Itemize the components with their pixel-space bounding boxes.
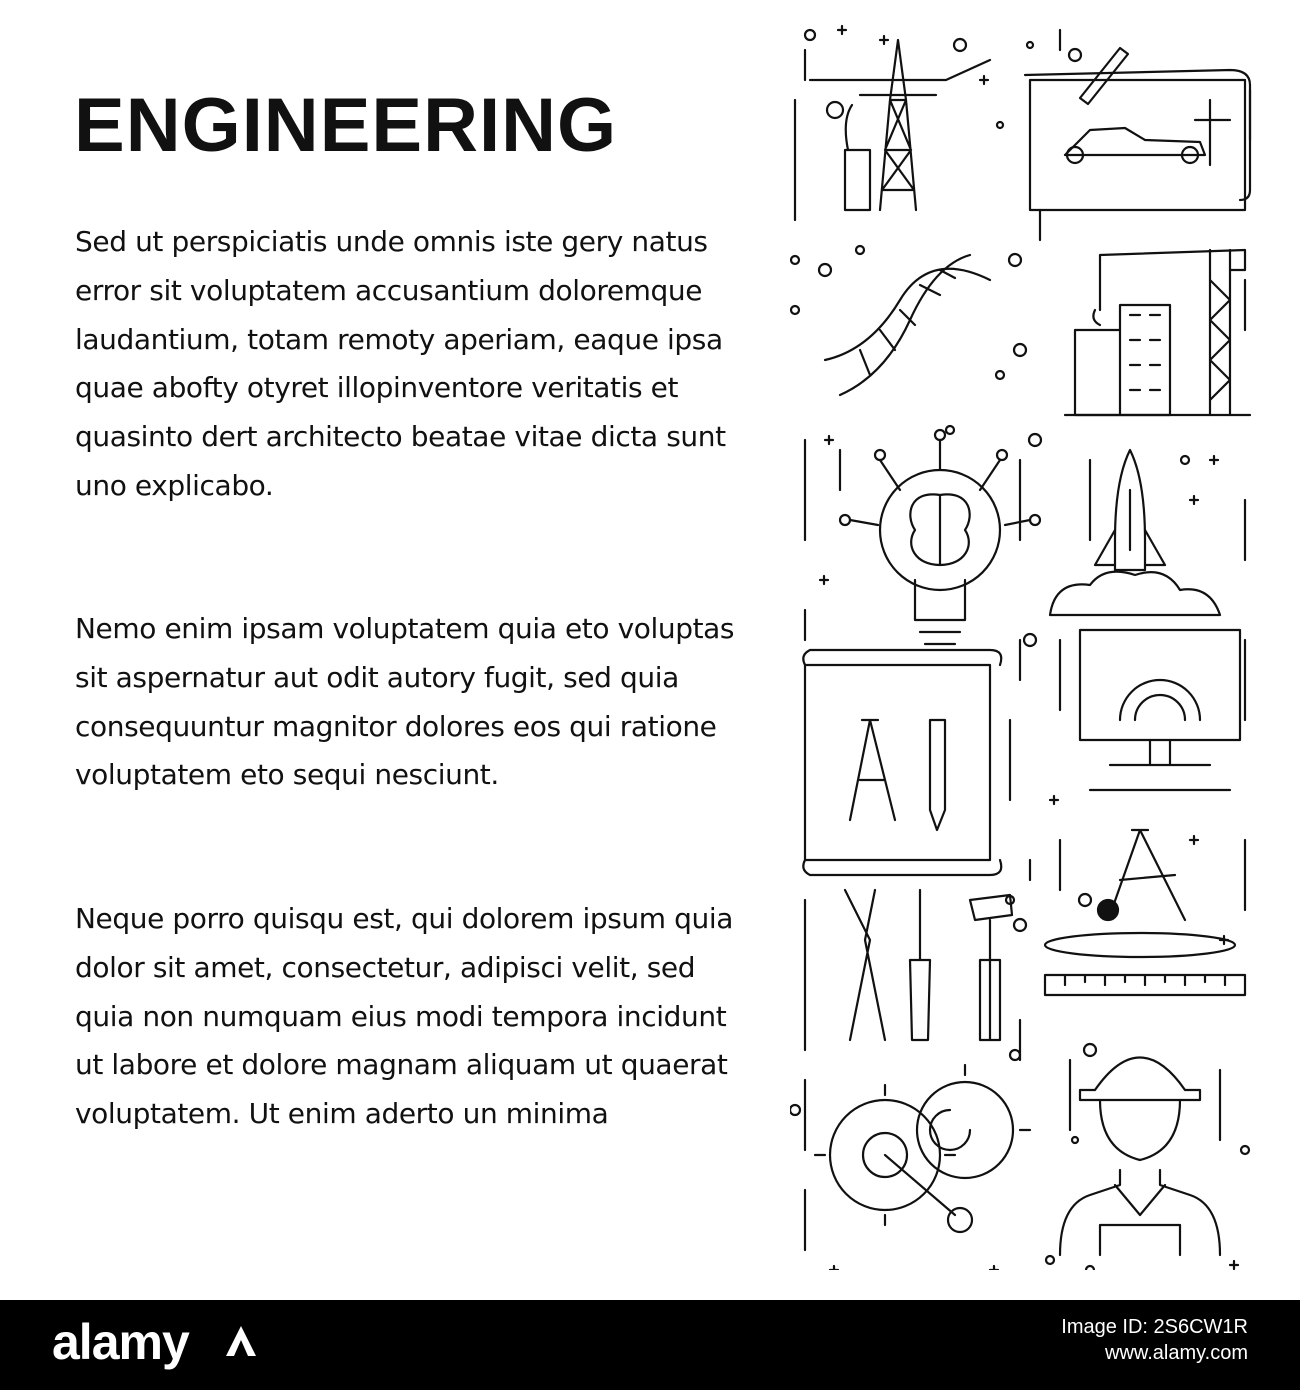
body-paragraph-3: Neque porro quisqu est, qui dolorem ipsum quia dolor sit amet, consectetur, adipisci velit, sed quia non numquam eius modi tempora incidunt ut labore et dolore magnam aliquam ut quaerat voluptatem. Ut enim aderto un minima	[75, 902, 734, 1131]
brand-logo: alamy	[52, 1314, 189, 1370]
power-tower-icon	[810, 40, 990, 210]
engineering-illustration	[790, 20, 1260, 1270]
drafting-tools-icon	[803, 650, 1001, 875]
site-url: www.alamy.com	[1105, 1342, 1248, 1364]
brand-mark-icon	[224, 1324, 258, 1358]
crane-building-icon	[1065, 250, 1250, 415]
rocket-icon	[1050, 450, 1220, 615]
hand-tools-icon	[845, 890, 1012, 1040]
page-title: ENGINEERING	[74, 83, 618, 168]
compass-ruler-icon	[1045, 830, 1245, 995]
blueprint-car-icon	[1025, 48, 1250, 210]
brain-lightbulb-icon	[840, 430, 1040, 644]
body-paragraph-1: Sed ut perspiciatis unde omnis iste gery natus error sit voluptatem accusantium doloremque laudantium, totam remoty aperiam, eaque ipsa quae abofty otyret illopinventore veritatis et quasinto dert architecto beatae vitae dicta sunt uno explicabo.	[75, 225, 726, 502]
gears-icon	[815, 1065, 1030, 1232]
image-meta	[1061, 1314, 1248, 1366]
engineering-icons-svg	[790, 20, 1260, 1270]
engineer-worker-icon	[1060, 1058, 1220, 1256]
monitor-gear-icon	[1080, 630, 1240, 790]
footer-bar	[0, 1300, 1300, 1390]
body-paragraph-2: Nemo enim ipsam voluptatem quia eto voluptas sit aspernatur aut odit autory fugit, sed quia consequuntur magnitor dolores eos qui ratione voluptatem eto sequi nesciunt.	[75, 612, 735, 792]
image-id: Image ID: 2S6CW1R	[1061, 1316, 1248, 1338]
dna-icon	[819, 246, 1021, 395]
